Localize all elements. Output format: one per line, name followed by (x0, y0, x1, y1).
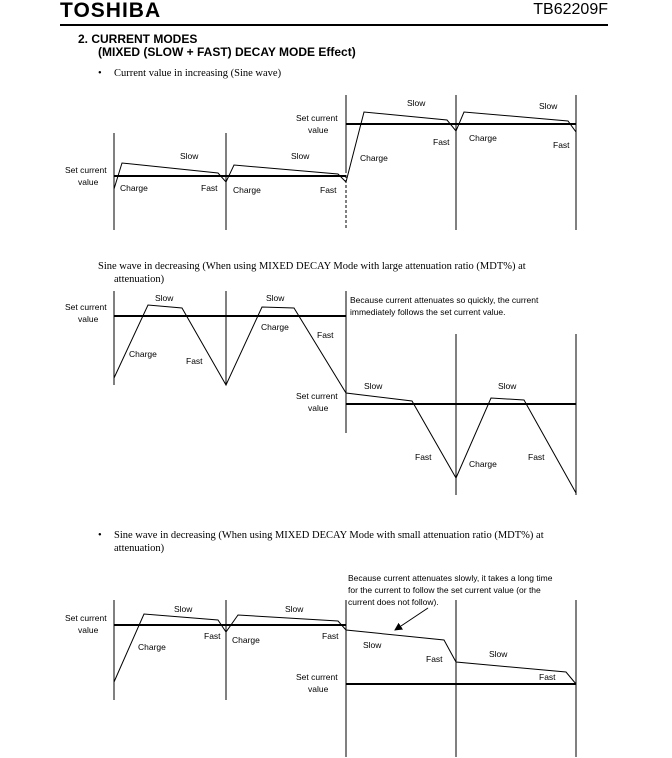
slow-label: Slow (364, 381, 383, 391)
section-title-line2: (MIXED (SLOW + FAST) DECAY MODE Effect) (98, 45, 356, 59)
charge-label: Charge (360, 153, 388, 163)
slow-label: Slow (285, 604, 304, 614)
fast-label: Fast (433, 137, 450, 147)
fast-label: Fast (322, 631, 339, 641)
fast-label: Fast (553, 140, 570, 150)
fast-label: Fast (426, 654, 443, 664)
paragraph-increasing-text: Current value in increasing (Sine wave) (114, 68, 282, 79)
charge-label: Charge (469, 133, 497, 143)
slow-label: Slow (155, 293, 174, 303)
set-current-label: Set current (296, 391, 338, 401)
bullet-icon: • (98, 68, 102, 79)
note-slow-line3: current does not follow). (348, 597, 439, 607)
charge-label: Charge (138, 642, 166, 652)
section-title-line1: 2. CURRENT MODES (78, 32, 198, 46)
fast-label: Fast (204, 631, 221, 641)
set-current-label: Set current (296, 113, 338, 123)
fast-label: Fast (539, 672, 556, 682)
slow-label: Slow (174, 604, 193, 614)
set-current-label: Set current (296, 672, 338, 682)
fast-label: Fast (317, 330, 334, 340)
paragraph-large-line1: Sine wave in decreasing (When using MIXED DECAY Mode with large attenuation ratio (MDT%) at (98, 261, 526, 272)
slow-label: Slow (498, 381, 517, 391)
fast-label: Fast (320, 185, 337, 195)
note-quick-line1: Because current attenuates so quickly, the current (350, 295, 539, 305)
note-slow-line2: for the current to follow the set current value (or the (348, 585, 541, 595)
fast-label: Fast (186, 356, 203, 366)
set-current-label: value (308, 125, 329, 135)
document-number: TB62209F (533, 1, 608, 18)
charge-label: Charge (129, 349, 157, 359)
set-current-label: value (308, 403, 329, 413)
slow-label: Slow (407, 98, 426, 108)
charge-label: Charge (469, 459, 497, 469)
slow-label: Slow (363, 640, 382, 650)
slow-label: Slow (291, 151, 310, 161)
note-quick-line2: immediately follows the set current value. (350, 307, 506, 317)
arrow-icon (395, 608, 428, 630)
set-current-label: Set current (65, 613, 107, 623)
slow-label: Slow (539, 101, 558, 111)
slow-label: Slow (266, 293, 285, 303)
paragraph-large-line2: attenuation) (114, 274, 165, 285)
slow-label: Slow (180, 151, 199, 161)
note-slow-line1: Because current attenuates slowly, it takes a long time (348, 573, 553, 583)
fast-label: Fast (415, 452, 432, 462)
set-current-label: value (78, 177, 99, 187)
slow-label: Slow (489, 649, 508, 659)
set-current-label: value (78, 625, 99, 635)
paragraph-small-line2: attenuation) (114, 543, 165, 554)
paragraph-small-line1: Sine wave in decreasing (When using MIXED DECAY Mode with small attenuation ratio (MDT%) at (114, 530, 544, 541)
charge-label: Charge (261, 322, 289, 332)
toshiba-logo: TOSHIBA (60, 0, 162, 22)
set-current-label: Set current (65, 302, 107, 312)
set-current-label: value (308, 684, 329, 694)
charge-label: Charge (232, 635, 260, 645)
bullet-icon: • (98, 530, 102, 541)
charge-label: Charge (120, 183, 148, 193)
fast-label: Fast (528, 452, 545, 462)
set-current-label: value (78, 314, 99, 324)
set-current-label: Set current (65, 165, 107, 175)
charge-label: Charge (233, 185, 261, 195)
fast-label: Fast (201, 183, 218, 193)
